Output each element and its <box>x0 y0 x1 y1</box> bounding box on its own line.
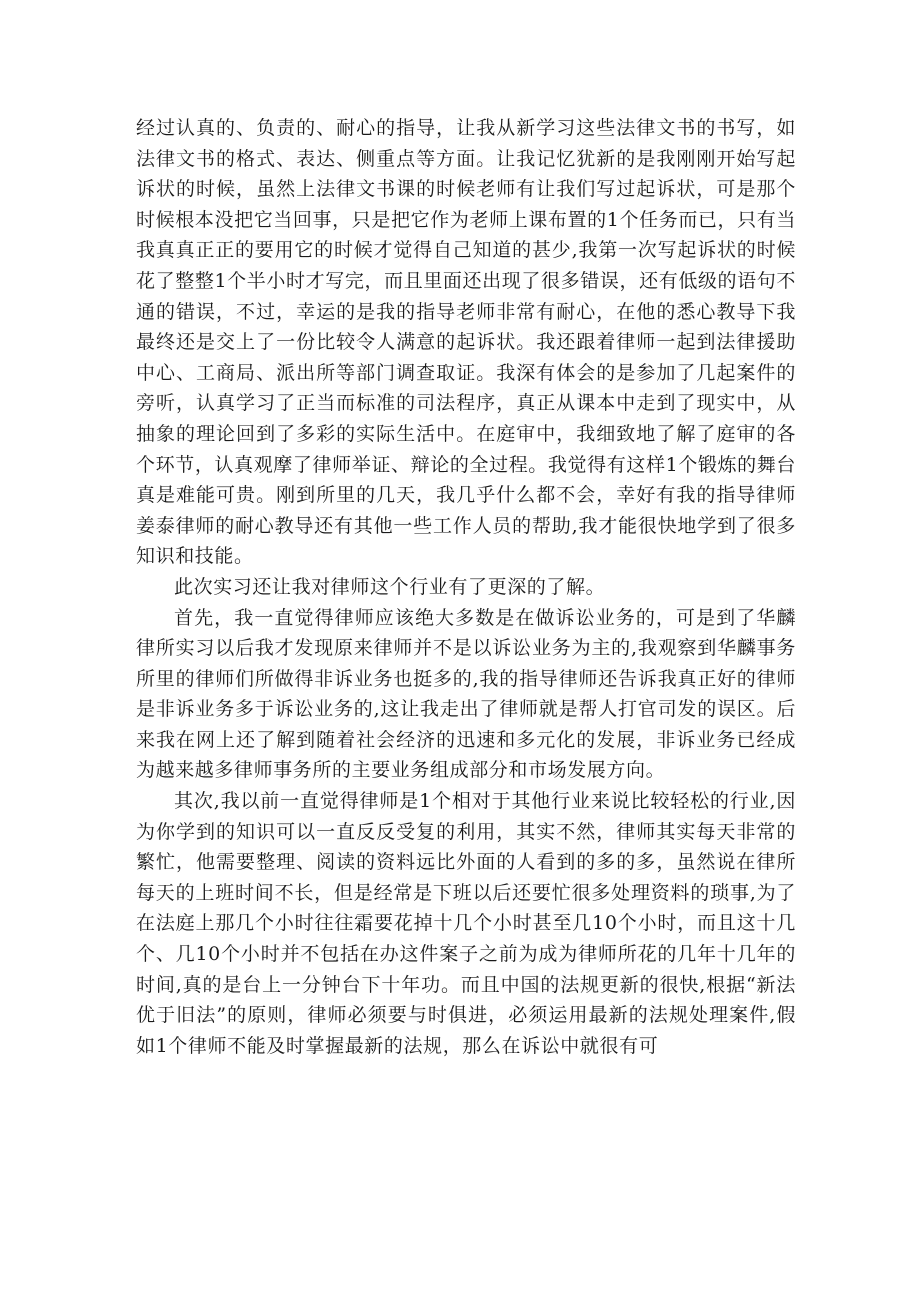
paragraph-1: 经过认真的、负责的、耐心的指导，让我从新学习这些法律文书的书写，如法律文书的格式、表达、侧重点等方面。让我记忆犹新的是我刚刚开始写起诉状的时候，虽然上法律文书课的时候老师有让我们写过起诉状，可是那个时候根本没把它当回事，只是把它作为老师上课布置的1个任务而已，只有当我真真正正的要用它的时候才觉得自己知道的甚少,我第一次写起诉状的时候花了整整1个半小时才写完，而且里面还出现了很多错误，还有低级的语句不通的错误，不过，幸运的是我的指导老师非常有耐心，在他的悉心教导下我最终还是交上了一份比较令人满意的起诉状。我还跟着律师一起到法律援助中心、工商局、派出所等部门调查取证。我深有体会的是参加了几起案件的旁听，认真学习了正当而标准的司法程序，真正从课本中走到了现实中，从抽象的理论回到了多彩的实际生活中。在庭审中，我细致地了解了庭审的各个环节，认真观摩了律师举证、辩论的全过程。我觉得有这样1个锻炼的舞台真是难能可贵。刚到所里的几天，我几乎什么都不会，幸好有我的指导律师姜泰律师的耐心教导还有其他一些工作人员的帮助,我才能很快地学到了很多知识和技能。 <box>136 117 796 568</box>
paragraph-3: 首先，我一直觉得律师应该绝大多数是在做诉讼业务的，可是到了华麟律所实习以后我才发现原来律师并不是以诉讼业务为主的,我观察到华麟事务所里的律师们所做得非诉业务也挺多的,我的指导律师还告诉我真正好的律师是非诉业务多于诉讼业务的,这让我走出了律师就是帮人打官司发的误区。后来我在网上还了解到随着社会经济的迅速和多元化的发展，非诉业务已经成为越来越多律师事务所的主要业务组成部分和市场发展方向。 <box>136 606 796 782</box>
document-body <box>136 113 796 1061</box>
paragraph-2: 此次实习还让我对律师这个行业有了更深的了解。 <box>174 575 606 598</box>
paragraph-4: 其次,我以前一直觉得律师是1个相对于其他行业来说比较轻松的行业,因为你学到的知识可以一直反反受复的利用，其实不然，律师其实每天非常的繁忙，他需要整理、阅读的资料远比外面的人看到的多的多，虽然说在律所每天的上班时间不长，但是经常是下班以后还要忙很多处理资料的琐事,为了在法庭上那几个小时往往霜要花掉十几个小时甚至几10个小时，而且这十几个、几10个小时并不包括在办这件案子之前为成为律师所花的几年十几年的时间,真的是台上一分钟台下十年功。而且中国的法规更新的很快,根据“新法优于旧法”的原则，律师必须要与时俱进，必须运用最新的法规处理案件,假如1个律师不能及时掌握最新的法规，那么在诉讼中就很有可 <box>136 790 796 1057</box>
